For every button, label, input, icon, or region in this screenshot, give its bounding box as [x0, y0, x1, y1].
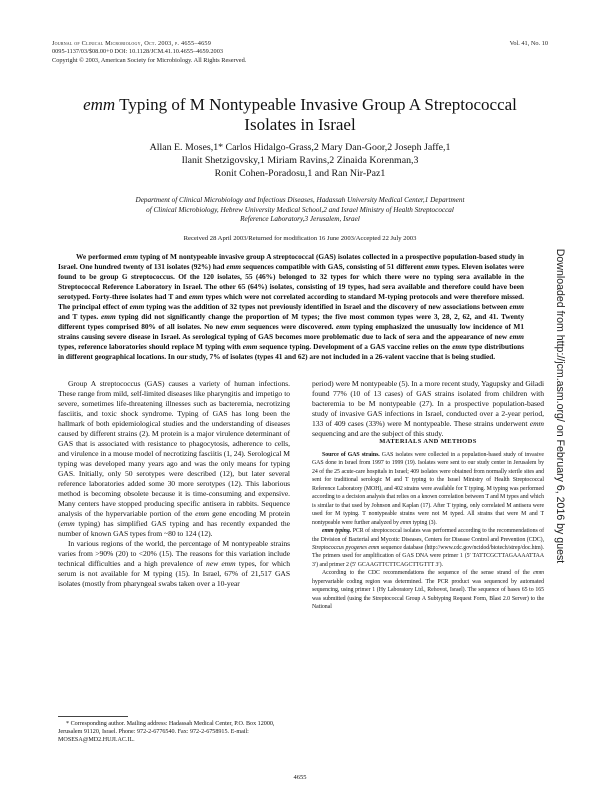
journal-citation: Journal of Clinical Microbiology, Oct. 2003, p. 4655–4659	[52, 40, 212, 47]
left-column	[58, 379, 290, 589]
subsection-head: emm typing.	[322, 528, 352, 535]
intro-text: typing) has simplified GAS typing and has recently expanded the number of known GAS types from ~80 to 124 (12).	[58, 519, 290, 538]
methods-paragraph-emm-typing	[312, 527, 544, 569]
received-dates: Received 28 April 2003/Returned for modification 16 June 2003/Accepted 22 July 2003	[183, 235, 417, 242]
abstract-emm: emm	[452, 342, 467, 352]
issn-doi: 0095-1137/03/$08.00+0 DOI: 10.1128/JCM.41.10.4655–4659.2003	[52, 48, 224, 56]
abstract-emm: emm	[230, 322, 246, 332]
intro-paragraph-2	[58, 539, 290, 589]
volume-issue: Vol. 41, No. 10	[509, 40, 548, 47]
abstract-emm: emm	[129, 302, 145, 312]
methods-text: GAS isolates were collected in a population-based study of invasive GAS done in Israel from 1997 to 1999 (19). Isolates were sent to our study center in Jerusalem by 24 of the 25 acute-care hospitals in Israel; 409 isolates were obtained from normally sterile sites and sent for traditional serologic M and T typing to the Israel Ministry of Health Streptococcal Reference Laboratory (MOH), and 402 strains were available for T typing. M typing was performed according to a decision analysis that relies on a known correlation between T and M types and which is similar to that used by Johnson and Kaplan (17). After T typing, only correlated M antisera were used for M typing. T nontypeable strains were not M typed. All strains that were M and T nontypeable were further analyzed by	[312, 452, 544, 526]
affiliation-line-3: Reference Laboratory,3 Jerusalem, Israel	[240, 215, 360, 223]
methods-text: hypervariable coding region was determined. The PCR product was sequenced by automated sequencing, using primer 1 (Hy Laboratory Ltd., Rehovot, Israel). The sequence of bases 65 to 165 was submitted (using the Streptococcal Group A Subtyping Request Form, Blast 2.0 Server) to the National	[312, 578, 544, 611]
abstract-emm: emm	[242, 342, 258, 352]
affiliation-line-2: of Clinical Microbiology, Hebrew University Medical School,2 and Israel Ministry of Health Streptococcal	[146, 205, 454, 214]
author-line-1: Allan E. Moses,1* Carlos Hidalgo-Grass,2 Mary Dan-Goor,2 Joseph Jaffe,1	[149, 142, 451, 153]
methods-text: PCR of streptococcal isolates was performed according to the recommendations of the Division of Bacterial and Mycotic Diseases, Centers for Disease Control and Prevention (CDC),	[312, 528, 544, 543]
author-line-3: Ronit Cohen-Poradosu,1 and Ran Nir-Paz1	[214, 168, 386, 180]
methods-paragraph-sequencing	[312, 569, 544, 611]
corresponding-author-footnote: * Corresponding author. Mailing address: Hadassah Medical Center, P.O. Box 12000, Jerusalem 91120, Israel. Phone: 972-2-6776540. Fax: 972-2-6758915. E-mail: MOSESA@MD2.HUJI.AC.IL.	[58, 721, 275, 744]
author-list	[95, 141, 505, 180]
abstract-text: types, reference laboratories should replace M typing with	[58, 342, 243, 352]
abstract-text: sequences compatible with GAS, consisting of 51 different	[240, 262, 426, 272]
methods-text: According to the CDC recommendations the sequence of the sense strand of the	[322, 570, 534, 577]
affiliation-line-1: Department of Clinical Microbiology and Infectious Diseases, Hadassah University Medical Center,1 Department	[135, 196, 465, 204]
methods-paragraph-source	[312, 451, 544, 527]
abstract-text: typing did not significantly change the proportion of M types; the five most common types were 3, 28, 2, 62, and 41. Twenty different types comprised 80% of all isolates. No new	[58, 312, 524, 332]
methods-emm: emm	[400, 519, 412, 526]
abstract-text: types. Eleven isolates were found to be group G streptococcus. Of the 120 isolates, 55 (46%) belonged to 32 types for which there were no typing sera available in the Streptococcal Reference Laboratory in Israel. The other 65 (64%) isolates, consisting of 19 types, had sera available and therefore could have been serotyped. Forty-three isolates had T and	[58, 262, 524, 302]
intro-text: types, for which serum is not available for M typing (15). In Israel, 67% of 21,517 GAS isolates (mostly from pharyngeal swabs taken over a 10-year	[58, 559, 290, 588]
abstract-text: typing emphasized the unusually low incidence of M1 strains causing severe disease in Israel. As serological typing of GAS becomes more problematic due to lack of sera and the appearance of new	[58, 322, 524, 342]
footnote-divider	[58, 716, 128, 717]
abstract-emm: emm	[226, 262, 241, 272]
subsection-head: Source of GAS strains.	[322, 452, 380, 458]
abstract-emm: emm	[425, 262, 440, 272]
affiliations	[72, 196, 528, 225]
abstract-emm: emm	[509, 302, 524, 312]
abstract-text: We performed	[76, 252, 124, 261]
running-header	[52, 40, 412, 65]
right-column	[312, 379, 544, 439]
abstract-emm: emm	[101, 312, 116, 322]
abstract-emm: emm	[335, 322, 351, 332]
abstract-emm: emm	[188, 292, 204, 302]
article-title	[60, 95, 540, 135]
abstract-emm: emm	[509, 332, 524, 342]
intro-text: sequencing and are the subject of this study.	[312, 429, 444, 438]
abstract-text: sequences were discovered.	[245, 322, 336, 332]
intro-emm: emm	[60, 519, 75, 528]
methods-emm: emm	[533, 570, 544, 577]
abstract-text: typing of M nontypeable invasive group A streptococcal (GAS) isolates collected in a prospective population-based study in Israel. One hundred twenty of 131 isolates (92%) had	[58, 252, 524, 272]
methods-text: typing (3).	[411, 519, 437, 526]
intro-emm: emm	[529, 419, 544, 428]
methods-section	[312, 451, 544, 612]
abstract-text: and T types.	[58, 312, 102, 322]
abstract-text: sequence typing. Development of a GAS vaccine relies on the	[257, 342, 453, 352]
abstract-text: typing was the addition of 32 types not previously identified in Israel and the discovery of new associations between	[144, 302, 510, 312]
methods-heading: MATERIALS AND METHODS	[379, 438, 477, 445]
methods-species: Streptococcus pyogenes emm	[312, 544, 380, 551]
copyright-line: Copyright © 2003, American Society for Microbiology. All Rights Reserved.	[52, 56, 247, 64]
intro-emm: emm	[195, 509, 210, 518]
intro-text: period) were M nontypeable (5). In a more recent study, Yagupsky and Giladi found 77% (10 of 13 cases) of GAS strains isolated from children with bacteremia to be M nontypeable (27). In a prospective population-based study of invasive GAS infections in Israel, conducted over a 2-year period, 133 of 409 cases (33%) were M nontypeable. These strains underwent	[312, 379, 544, 428]
methods-text: sequence database (http://www.cdc.gov/ncidod/biotech/strep/doc.htm). The primers used for amplification of GAS DNA were primer 1 (5′ TATTCGCTTAGAAAATTAA 3′) and primer 2 (5′ GCAAGTTCTTCAGCTTGTTT 3′).	[312, 544, 544, 568]
abstract-text: type distributions in different geographical locations. In our study, 7% of isolates (types 41 and 62) are not included in a 26-valent vaccine that is being studied.	[58, 342, 524, 362]
intro-text: gene encoding M protein (	[58, 509, 291, 528]
intro-paragraph-1	[58, 379, 290, 539]
abstract-emm: emm	[123, 252, 139, 261]
author-line-2: Ilanit Shetzigovsky,1 Miriam Ravins,2 Zinaida Korenman,3	[181, 155, 419, 167]
intro-paragraph-3	[312, 379, 544, 439]
page-number: 4655	[293, 774, 307, 781]
download-watermark-text: Downloaded from http://jcm.asm.org/ on February 6, 2016 by guest	[554, 248, 566, 564]
abstract	[58, 252, 524, 363]
title-rest: Typing of M Nontypeable Invasive Group A Streptococcal Isolates in Israel	[119, 95, 517, 134]
abstract-text: types which were not correlated according to standard M-typing protocols and were therefore missed. The principal effect of	[58, 292, 524, 312]
intro-emm: new emm	[206, 559, 236, 568]
title-emm: emm	[83, 95, 116, 114]
intro-text: In various regions of the world, the percentage of M nontypeable strains varies from >90% (20) to <20% (15). The reasons for this variation include technical difficulties and a high prevalence of	[58, 539, 290, 568]
intro-text: Group A streptococcus (GAS) causes a variety of human infections. These range from mild, self-limited diseases like pharyngitis and impetigo to severe, sometimes life-threatening illnesses such as bacteremia, necrotizing fasciitis, and toxic shock syndrome. Typing of GAS has long been the hallmark of both epidemiological studies and the understanding of diseases caused by different strains (2). M protein is a major virulence determinant of GAS that is associated with resistance to phagocytosis, adherence to cells, and virulence in a mouse model of necrotizing fasciitis (1, 24). Serological M typing was developed many years ago and was the only means for typing GAS. Initially, only 50 serotypes were described (12), but later several reference laboratories added some 30 more serotypes (12). This laborious method is becoming obsolete because it is time-consuming and expensive. Many centers have stopped producing specific antisera in rabbits. Sequence analysis of the hypervariable portion of the	[58, 379, 290, 518]
